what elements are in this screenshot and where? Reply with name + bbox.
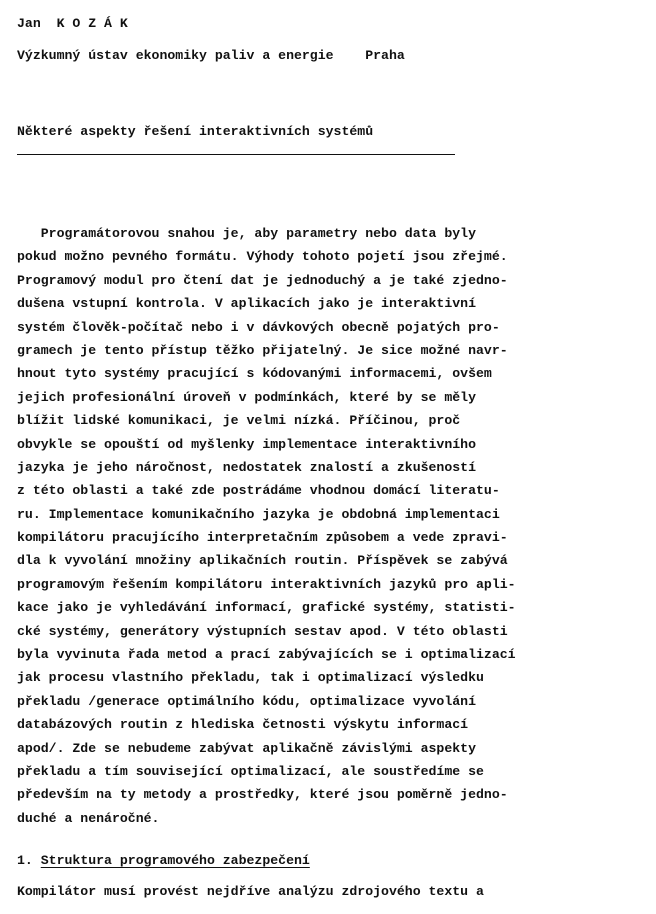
paragraph-line: jak procesu vlastního překladu, tak i optimalizací výsledku — [17, 670, 484, 686]
paragraph-line: dušena vstupní kontrola. V aplikacích jako je interaktivní — [17, 296, 476, 312]
title-underline — [17, 154, 455, 155]
paragraph-line: dla k vyvolání množiny aplikačních routin. Příspěvek se zabývá — [17, 553, 508, 569]
paragraph-line: jejich profesionální úroveň v podmínkách, které by se měly — [17, 389, 476, 405]
paragraph-line: byla vyvinuta řada metod a prací zabývajících se i optimalizací — [17, 647, 516, 663]
paragraph-line: pokud možno pevného formátu. Výhody tohoto pojetí jsou zřejmé. — [17, 249, 508, 265]
paragraph-line: hnout tyto systémy pracující s kódovanými informacemi, ovšem — [17, 366, 492, 382]
affiliation-line — [17, 48, 405, 64]
paragraph-line: obvykle se opouští od myšlenky implementace interaktivního — [17, 436, 476, 452]
paragraph-line: především na ty metody a prostředky, které jsou poměrně jedno- — [17, 787, 508, 803]
institution-name: Výzkumný ústav ekonomiky paliv a energie — [17, 48, 334, 63]
section-title: Struktura programového zabezpečení — [40, 853, 310, 868]
paragraph-line: systém člověk-počítač nebo i v dávkových obecně pojatých pro- — [17, 319, 500, 335]
body-paragraph — [17, 222, 647, 830]
paragraph-line: duché a nenáročné. — [17, 810, 160, 826]
paragraph-line: překladu /generace optimálního kódu, optimalizace vyvolání — [17, 693, 476, 709]
paragraph-line: ru. Implementace komunikačního jazyka je obdobná implementaci — [17, 506, 500, 522]
paragraph-line: databázových routin z hlediska četnosti výskytu informací — [17, 717, 469, 733]
paragraph-line: překladu a tím související optimalizací, ale soustředíme se — [17, 763, 484, 779]
paragraph-line: z této oblasti a také zde postrádáme vhodnou domácí literatu- — [17, 483, 500, 499]
paragraph-line: blížit lidské komunikaci, je velmi nízká. Příčinou, proč — [17, 413, 461, 429]
section-heading — [17, 853, 310, 869]
section-number: 1. — [17, 853, 33, 868]
paragraph-line: cké systémy, generátory výstupních sestav apod. V této oblasti — [17, 623, 508, 639]
paragraph-line: kace jako je vyhledávání informací, grafické systémy, statisti- — [17, 600, 516, 616]
paragraph-line: kompilátoru pracujícího interpretačním způsobem a vede zpravi- — [17, 530, 508, 546]
paragraph-line: apod/. Zde se nebudeme zabývat aplikačně závislými aspekty — [17, 740, 476, 756]
paper-title: Některé aspekty řešení interaktivních systémů — [17, 124, 374, 139]
paragraph-line: jazyka je jeho náročnost, nedostatek znalostí a zkušeností — [17, 459, 476, 475]
city-name: Praha — [365, 48, 405, 63]
section-first-line: Kompilátor musí provést nejdříve analýzu zdrojového textu a — [17, 884, 484, 899]
paragraph-line: Programový modul pro čtení dat je jednoduchý a je také zjedno- — [17, 272, 508, 288]
author-name: Jan K O Z Á K — [17, 16, 128, 31]
paragraph-line: Programátorovou snahou je, aby parametry nebo data byly — [17, 226, 476, 241]
paragraph-line: programovým řešením kompilátoru interaktivních jazyků pro apli- — [17, 576, 516, 592]
paragraph-line: gramech je tento přístup těžko přijatelný. Je sice možné navr- — [17, 342, 508, 358]
